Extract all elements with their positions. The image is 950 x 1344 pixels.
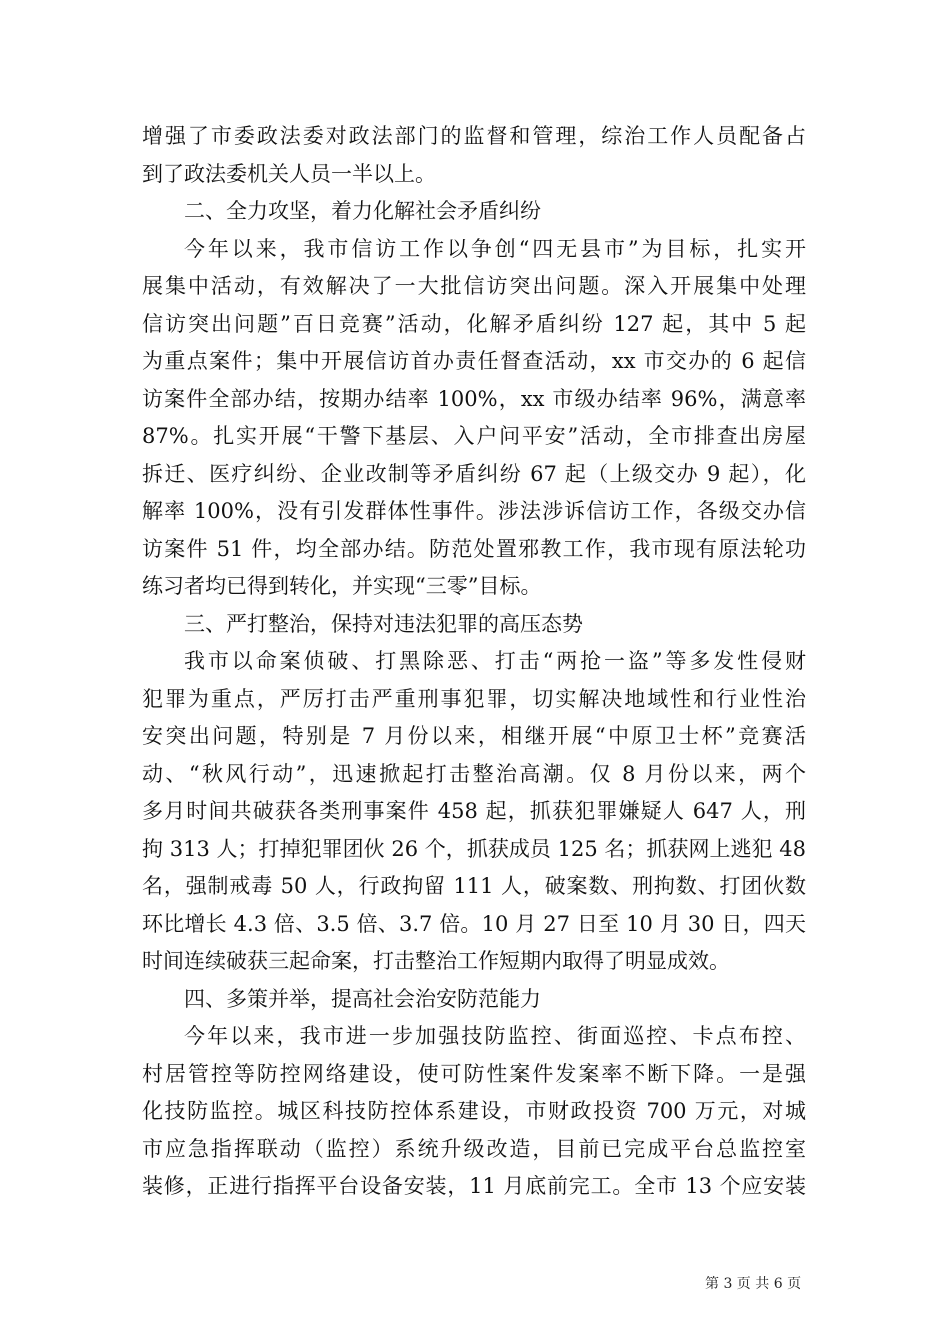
body-line: 犯罪为重点，严厉打击严重刑事犯罪，切实解决地域性和行业性治: [142, 686, 806, 711]
body-line: 安突出问题，特别是 7 月份以来，相继开展“中原卫士杯”竞赛活: [142, 724, 806, 748]
body-line: 时间连续破获三起命案，打击整治工作短期内取得了明显成效。: [142, 949, 730, 973]
section-heading: 三、严打整治，保持对违法犯罪的高压态势: [184, 611, 583, 636]
body-line: 村居管控等防控网络建设，使可防性案件发案率不断下降。一是强: [142, 1061, 806, 1086]
body-line: 今年以来，我市进一步加强技防监控、街面巡控、卡点布控、: [184, 1024, 806, 1048]
body-line: 解率 100%，没有引发群体性事件。涉法涉诉信访工作，各级交办信: [142, 499, 806, 523]
body-line: 今年以来，我市信访工作以争创“四无县市”为目标，扎实开: [184, 236, 806, 261]
body-line: 87%。扎实开展“干警下基层、入户问平安”活动，全市排查出房屋: [142, 424, 806, 448]
body-line: 增强了市委政法委对政法部门的监督和管理，综治工作人员配备占: [142, 124, 806, 148]
body-line: 名，强制戒毒 50 人，行政拘留 111 人，破案数、刑拘数、打团伙数: [142, 874, 806, 898]
body-line: 化技防监控。城区科技防控体系建设，市财政投资 700 万元，对城: [142, 1099, 806, 1123]
document-body: [142, 118, 806, 1206]
body-line: 到了政法委机关人员一半以上。: [142, 161, 436, 186]
body-line: 拘 313 人；打掉犯罪团伙 26 个，抓获成员 125 名；抓获网上逃犯 48: [142, 836, 806, 861]
body-line: 多月时间共破获各类刑事案件 458 起，抓获犯罪嫌疑人 647 人，刑: [142, 799, 806, 823]
body-line: 市应急指挥联动（监控）系统升级改造，目前已完成平台总监控室: [142, 1136, 806, 1161]
page-number: 第 3 页 共 6 页: [705, 1276, 802, 1292]
section-heading: 四、多策并举，提高社会治安防范能力: [184, 986, 541, 1011]
body-line: 动、“秋风行动”，迅速掀起打击整治高潮。仅 8 月份以来，两个: [142, 761, 806, 786]
body-line: 展集中活动，有效解决了一大批信访突出问题。深入开展集中处理: [142, 274, 806, 298]
section-heading: 二、全力攻坚，着力化解社会矛盾纠纷: [184, 199, 541, 223]
body-line: 信访突出问题”百日竞赛”活动，化解矛盾纠纷 127 起，其中 5 起: [142, 311, 806, 336]
body-line: 访案件 51 件，均全部办结。防范处置邪教工作，我市现有原法轮功: [142, 536, 806, 561]
body-line: 我市以命案侦破、打黑除恶、打击“两抢一盗”等多发性侵财: [184, 649, 806, 673]
body-line: 环比增长 4.3 倍、3.5 倍、3.7 倍。10 月 27 日至 10 月 30 日，四天: [142, 911, 806, 936]
body-line: 拆迁、医疗纠纷、企业改制等矛盾纠纷 67 起（上级交办 9 起），化: [142, 461, 806, 486]
body-line: 练习者均已得到转化，并实现“三零”目标。: [142, 574, 542, 598]
body-line: 访案件全部办结，按期办结率 100%，xx 市级办结率 96%，满意率: [142, 386, 806, 411]
body-line: 为重点案件；集中开展信访首办责任督查活动，xx 市交办的 6 起信: [142, 349, 806, 373]
body-line: 装修，正进行指挥平台设备安装，11 月底前完工。全市 13 个应安装: [142, 1174, 806, 1198]
